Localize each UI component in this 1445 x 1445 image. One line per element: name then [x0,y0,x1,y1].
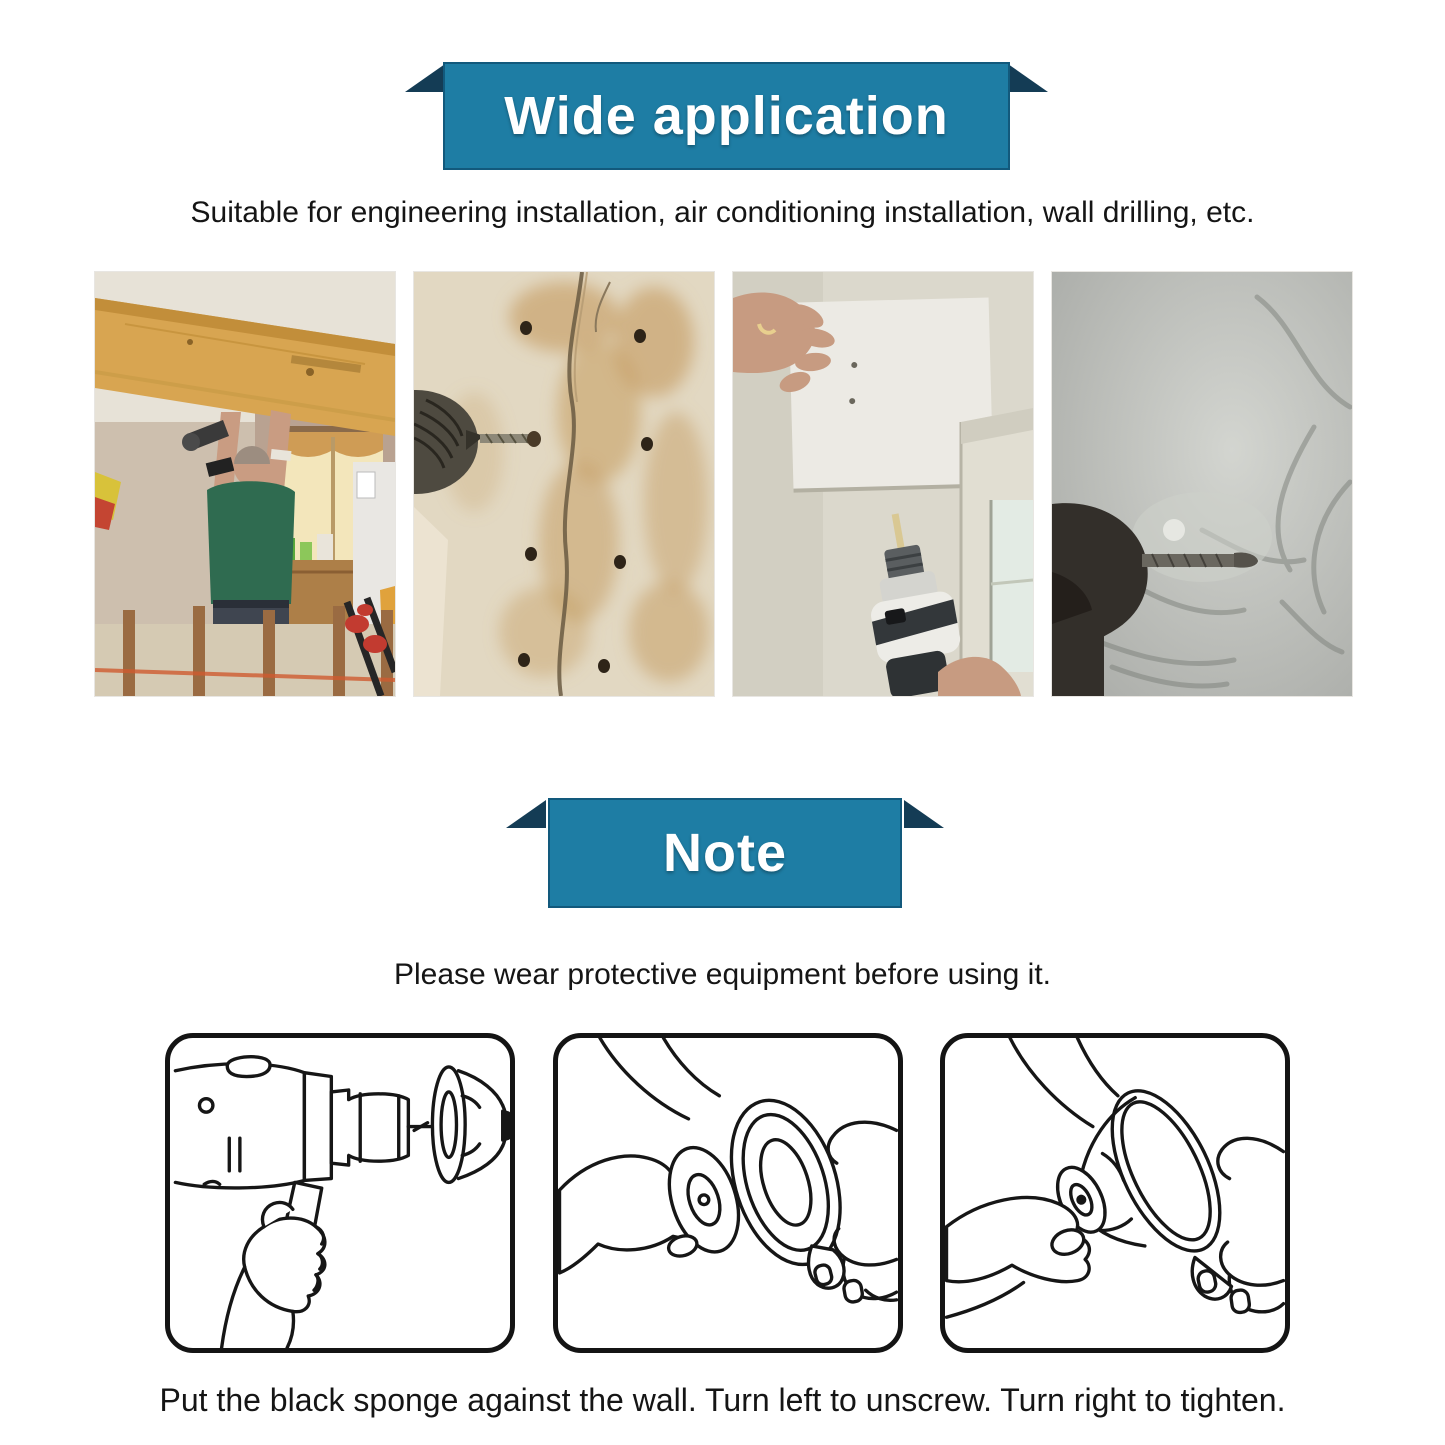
note-banner [548,798,902,908]
step-attach-cup-to-drill [165,1033,515,1353]
ribbon-right-fold-icon [904,800,944,828]
concrete-wall-illustration [1052,272,1352,696]
note-subtitle: Please wear protective equipment before using it. [393,958,1052,991]
beam-installation-illustration [95,272,395,696]
panel-mounting-illustration [733,272,1033,696]
wide-application-subtitle: Suitable for engineering installation, air conditioning installation, wall drilling, etc. [190,196,1255,229]
plaster-wall-illustration [414,272,714,696]
note-title: Note [663,823,787,883]
photo-concrete-drilling [1052,272,1352,696]
twist-cup-halves-drawing [558,1038,898,1348]
note-ribbon [506,798,944,908]
wide-application-banner [443,62,1010,170]
ribbon-left-fold-icon [506,800,546,828]
photo-plaster-wall-drilling [414,272,714,696]
wide-application-ribbon [405,62,1048,170]
application-photo-strip [95,272,1352,696]
usage-caption: Put the black sponge against the wall. Turn left to unscrew. Turn right to tighten. [159,1382,1286,1418]
photo-panel-mounting [733,272,1033,696]
step-twist-cup-halves [553,1033,903,1353]
wide-application-title: Wide application [504,86,949,146]
instruction-steps [165,1033,1290,1353]
drill-with-dust-cup-drawing [170,1038,510,1348]
photo-beam-installation [95,272,395,696]
hold-cup-drawing [945,1038,1285,1348]
step-hold-assembled-cup [940,1033,1290,1353]
ribbon-left-fold-icon [405,64,445,92]
ribbon-right-fold-icon [1008,64,1048,92]
